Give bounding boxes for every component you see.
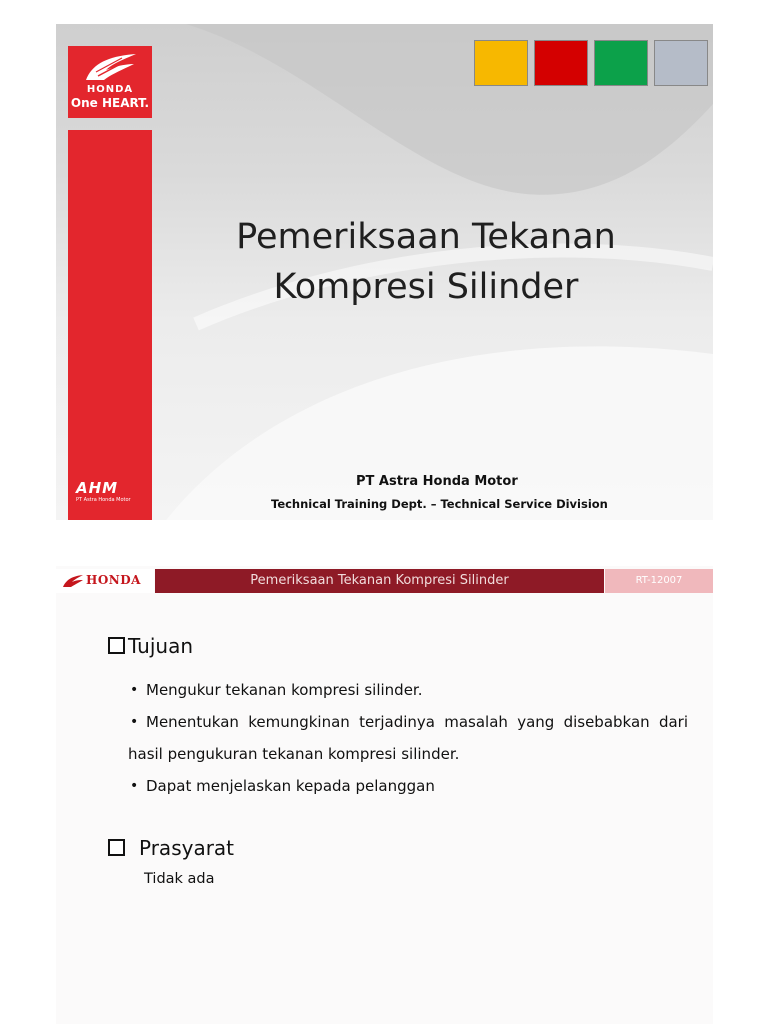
company-name: PT Astra Honda Motor: [356, 474, 518, 489]
list-item: • Dapat menjelaskan kepada pelanggan: [128, 770, 688, 802]
slide-title: [176, 212, 676, 312]
content-slide: [56, 566, 713, 1024]
honda-logo: [68, 46, 152, 118]
section-prasyarat-label: Prasyarat: [139, 836, 235, 860]
list-item: • Menentukan kemungkinan terjadinya masalah yang disebabkan dari hasil pengukuran tekanan kompresi silinder.: [128, 706, 688, 770]
list-item: • Mengukur tekanan kompresi silinder.: [128, 674, 688, 706]
red-side-bar: [68, 130, 152, 520]
one-heart-tagline: One HEART.: [70, 96, 150, 110]
department-line: Technical Training Dept. – Technical Service Division: [271, 497, 608, 511]
color-square-green: [594, 40, 648, 86]
honda-logo-text: HONDA: [86, 84, 134, 95]
title-slide: [56, 24, 713, 520]
checkbox-square-icon: [108, 637, 125, 654]
color-square-yellow: [474, 40, 528, 86]
title-line-2: Kompresi Silinder: [273, 267, 579, 307]
header-honda-logo: [56, 569, 154, 593]
header-code: RT-12007: [605, 569, 713, 593]
section-tujuan: [108, 634, 193, 658]
honda-wing-icon: [62, 574, 84, 588]
header-title: Pemeriksaan Tekanan Kompresi Silinder: [155, 569, 604, 593]
color-square-gray: [654, 40, 708, 86]
section-tujuan-label: Tujuan: [128, 634, 194, 658]
ahm-logo: AHM PT Astra Honda Motor: [76, 479, 131, 503]
prasyarat-text: Tidak ada: [144, 871, 215, 887]
tujuan-list: [128, 674, 688, 802]
honda-wing-icon: [82, 52, 138, 82]
color-square-red: [534, 40, 588, 86]
section-prasyarat: [108, 836, 234, 860]
header-honda-text: HONDA: [86, 573, 141, 587]
checkbox-square-icon: [108, 839, 125, 856]
title-line-1: Pemeriksaan Tekanan: [236, 217, 616, 257]
